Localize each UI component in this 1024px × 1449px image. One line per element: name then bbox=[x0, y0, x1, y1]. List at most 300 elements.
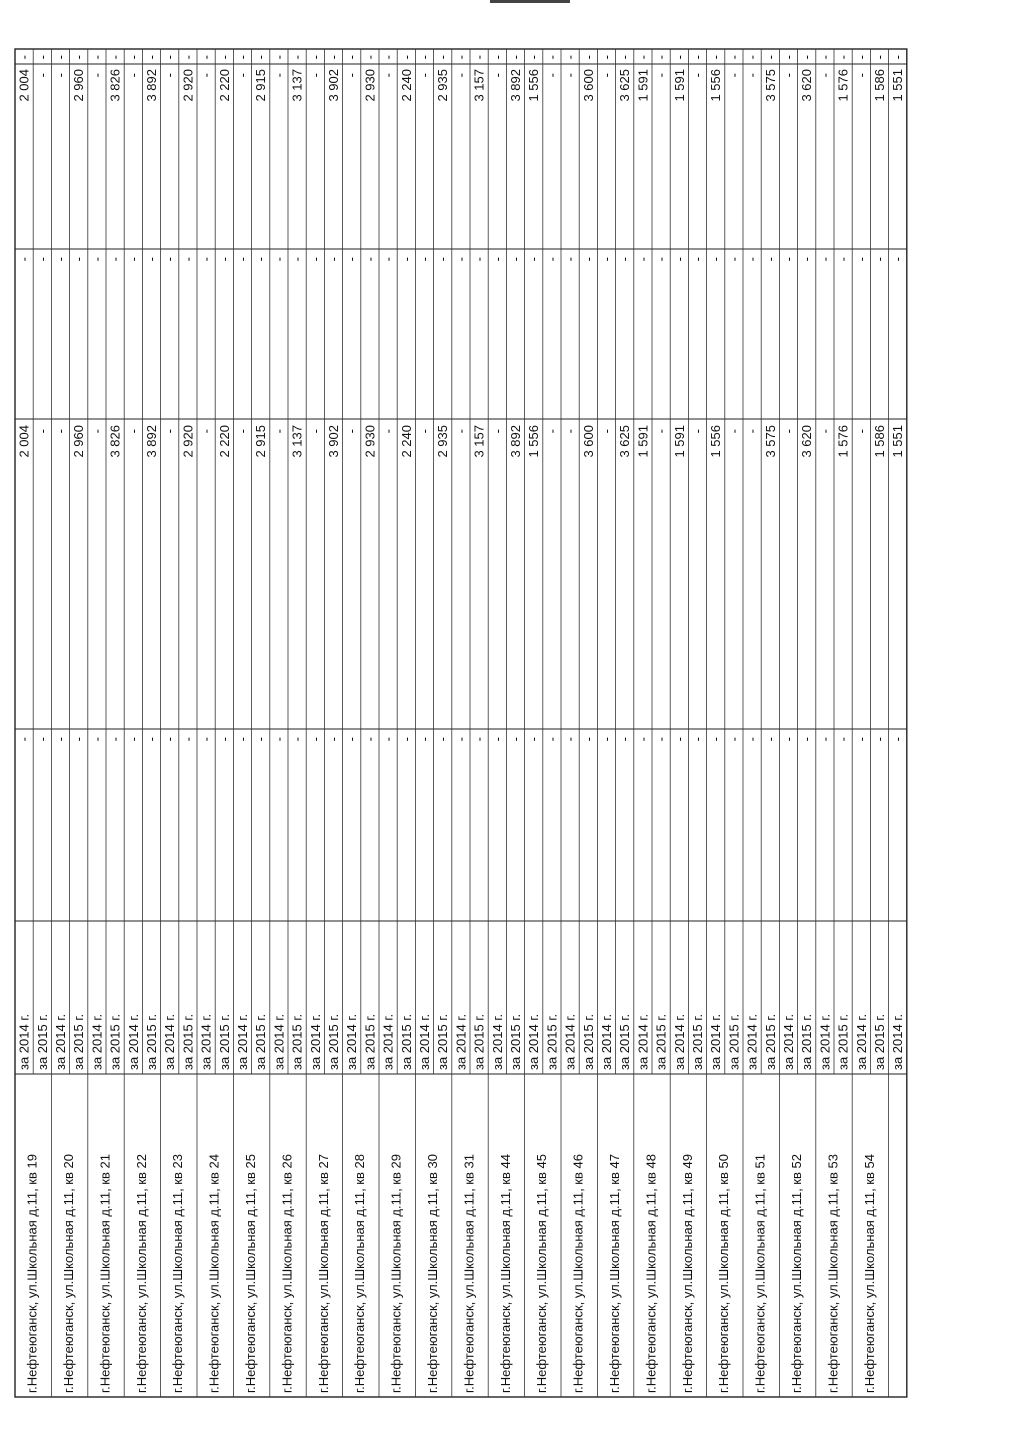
value-cell-c3: - bbox=[671, 257, 687, 262]
value-cell-c5: - bbox=[107, 55, 123, 60]
value-cell-c4: 3 157 bbox=[471, 69, 487, 102]
value-cell-c1: - bbox=[453, 737, 469, 742]
value-cell-c5: - bbox=[526, 55, 542, 60]
value-cell-c5: - bbox=[471, 55, 487, 60]
value-cell-c3: - bbox=[690, 257, 705, 262]
address-cell: г.Нефтеюганск, ул.Школьная д.11, кв 30 bbox=[425, 1154, 440, 1393]
value-cell-c1: - bbox=[599, 737, 614, 742]
value-cell-c1: - bbox=[34, 737, 50, 742]
value-cell-c5: - bbox=[71, 55, 87, 60]
value-cell-c4: - bbox=[417, 73, 432, 78]
value-cell-c4: - bbox=[690, 73, 705, 78]
period-cell: за 2015 г. bbox=[216, 1013, 232, 1070]
address-cell: г.Нефтеюганск, ул.Школьная д.11, кв 52 bbox=[789, 1154, 804, 1393]
value-cell-c4: - bbox=[53, 73, 68, 78]
value-cell-c5: - bbox=[198, 55, 214, 60]
period-cell: за 2014 г. bbox=[380, 1013, 396, 1070]
value-cell-c2: - bbox=[235, 429, 250, 434]
period-cell: за 2015 г. bbox=[362, 1013, 378, 1070]
value-cell-c3: - bbox=[125, 257, 141, 262]
period-cell: за 2015 г. bbox=[107, 1013, 123, 1070]
value-cell-c1: - bbox=[71, 737, 87, 742]
value-cell-c5: - bbox=[326, 55, 341, 60]
value-cell-c4: 3 575 bbox=[762, 69, 778, 102]
value-cell-c3: - bbox=[71, 257, 87, 262]
value-cell-c2: 3 892 bbox=[508, 425, 523, 458]
value-cell-c4: - bbox=[489, 73, 505, 78]
value-cell-c1: - bbox=[726, 737, 742, 742]
value-cell-c1: - bbox=[271, 737, 287, 742]
value-cell-c4: - bbox=[307, 73, 323, 78]
value-cell-c3: - bbox=[453, 257, 469, 262]
value-cell-c4: 1 591 bbox=[635, 69, 651, 102]
value-cell-c1: - bbox=[708, 737, 724, 742]
value-cell-c2: - bbox=[307, 429, 323, 434]
value-cell-c5: - bbox=[726, 55, 742, 60]
value-cell-c2: 1 551 bbox=[890, 425, 906, 458]
value-cell-c1: - bbox=[344, 737, 360, 742]
value-cell-c2: 3 575 bbox=[762, 425, 778, 458]
address-cell: г.Нефтеюганск, ул.Школьная д.11, кв 54 bbox=[861, 1154, 877, 1393]
value-cell-c5: - bbox=[289, 55, 305, 60]
value-cell-c4: - bbox=[744, 73, 760, 78]
value-cell-c3: - bbox=[198, 257, 214, 262]
period-cell: за 2014 г. bbox=[489, 1013, 505, 1070]
value-cell-c1: - bbox=[580, 737, 596, 742]
value-cell-c3: - bbox=[489, 257, 505, 262]
period-cell: за 2014 г. bbox=[271, 1013, 287, 1070]
period-cell: за 2015 г. bbox=[34, 1013, 50, 1070]
value-cell-c3: - bbox=[471, 257, 487, 262]
value-cell-c3: - bbox=[107, 257, 123, 262]
period-cell: за 2015 г. bbox=[144, 1013, 159, 1070]
value-cell-c1: - bbox=[326, 737, 341, 742]
address-cell: г.Нефтеюганск, ул.Школьная д.11, кв 46 bbox=[570, 1154, 586, 1393]
value-cell-c4: - bbox=[817, 73, 833, 78]
period-cell: за 2014 г. bbox=[526, 1013, 542, 1070]
value-cell-c1: - bbox=[562, 737, 578, 742]
value-cell-c3: - bbox=[216, 257, 232, 262]
value-cell-c4: - bbox=[125, 73, 141, 78]
value-cell-c5: - bbox=[362, 55, 378, 60]
value-cell-c3: - bbox=[16, 257, 32, 262]
value-cell-c4: - bbox=[380, 73, 396, 78]
period-cell: за 2015 г. bbox=[872, 1013, 887, 1070]
address-cell: г.Нефтеюганск, ул.Школьная д.11, кв 22 bbox=[133, 1154, 149, 1393]
value-cell-c3: - bbox=[853, 257, 869, 262]
value-cell-c2: 2 915 bbox=[253, 425, 269, 458]
address-cell: г.Нефтеюганск, ул.Школьная д.11, кв 20 bbox=[61, 1154, 76, 1393]
value-cell-c4: - bbox=[653, 73, 669, 78]
period-cell: за 2015 г. bbox=[180, 1013, 196, 1070]
value-cell-c1: - bbox=[307, 737, 323, 742]
value-cell-c5: - bbox=[890, 55, 906, 60]
address-cell: г.Нефтеюганск, ул.Школьная д.11, кв 24 bbox=[206, 1154, 222, 1393]
value-cell-c5: - bbox=[599, 55, 614, 60]
value-cell-c2: - bbox=[53, 429, 68, 434]
address-cell: г.Нефтеюганск, ул.Школьная д.11, кв 26 bbox=[279, 1154, 295, 1393]
value-cell-c5: - bbox=[125, 55, 141, 60]
period-cell: за 2015 г. bbox=[617, 1013, 633, 1070]
value-cell-c1: - bbox=[799, 737, 815, 742]
value-cell-c1: - bbox=[635, 737, 651, 742]
value-cell-c3: - bbox=[435, 257, 451, 262]
value-cell-c4: 1 551 bbox=[890, 69, 906, 102]
address-cell: г.Нефтеюганск, ул.Школьная д.11, кв 25 bbox=[243, 1154, 258, 1393]
value-cell-c5: - bbox=[781, 55, 796, 60]
value-cell-c4: 3 625 bbox=[617, 69, 633, 102]
value-cell-c2: 3 902 bbox=[326, 425, 341, 458]
period-cell: за 2014 г. bbox=[453, 1013, 469, 1070]
value-cell-c1: - bbox=[362, 737, 378, 742]
value-cell-c2: - bbox=[726, 429, 742, 434]
value-cell-c3: - bbox=[599, 257, 614, 262]
value-cell-c3: - bbox=[872, 257, 887, 262]
period-cell: за 2015 г. bbox=[799, 1013, 815, 1070]
value-cell-c3: - bbox=[89, 257, 105, 262]
period-cell: за 2014 г. bbox=[853, 1013, 869, 1070]
value-cell-c2: - bbox=[198, 429, 214, 434]
period-cell: за 2014 г. bbox=[781, 1013, 796, 1070]
value-cell-c3: - bbox=[508, 257, 523, 262]
value-cell-c4: 3 892 bbox=[508, 69, 523, 102]
value-cell-c5: - bbox=[144, 55, 159, 60]
value-cell-c4: 3 137 bbox=[289, 69, 305, 102]
value-cell-c3: - bbox=[726, 257, 742, 262]
value-cell-c1: - bbox=[744, 737, 760, 742]
value-cell-c2: - bbox=[853, 429, 869, 434]
value-cell-c2: - bbox=[162, 429, 178, 434]
value-cell-c5: - bbox=[617, 55, 633, 60]
value-cell-c1: - bbox=[853, 737, 869, 742]
value-cell-c2: 3 600 bbox=[580, 425, 596, 458]
value-cell-c4: 3 600 bbox=[580, 69, 596, 102]
value-cell-c5: - bbox=[435, 55, 451, 60]
value-cell-c4: 1 586 bbox=[872, 69, 887, 102]
value-cell-c1: - bbox=[690, 737, 705, 742]
address-cell: г.Нефтеюганск, ул.Школьная д.11, кв 51 bbox=[752, 1154, 768, 1393]
value-cell-c4: 2 915 bbox=[253, 69, 269, 102]
value-cell-c5: - bbox=[162, 55, 178, 60]
value-cell-c5: - bbox=[635, 55, 651, 60]
value-cell-c1: - bbox=[471, 737, 487, 742]
value-cell-c2: 3 625 bbox=[617, 425, 633, 458]
period-cell: за 2014 г. bbox=[162, 1013, 178, 1070]
value-cell-c5: - bbox=[489, 55, 505, 60]
value-cell-c4: 3 826 bbox=[107, 69, 123, 102]
value-cell-c3: - bbox=[417, 257, 432, 262]
value-cell-c2: 2 930 bbox=[362, 425, 378, 458]
period-cell: за 2014 г. bbox=[125, 1013, 141, 1070]
address-cell: г.Нефтеюганск, ул.Школьная д.11, кв 53 bbox=[825, 1154, 841, 1393]
value-cell-c2: 2 935 bbox=[435, 425, 451, 458]
value-cell-c3: - bbox=[162, 257, 178, 262]
value-cell-c4: 3 620 bbox=[799, 69, 815, 102]
value-cell-c1: - bbox=[617, 737, 633, 742]
value-cell-c4: - bbox=[271, 73, 287, 78]
value-cell-c4: 1 556 bbox=[526, 69, 542, 102]
address-cell: г.Нефтеюганск, ул.Школьная д.11, кв 27 bbox=[315, 1154, 331, 1393]
value-cell-c2: - bbox=[562, 429, 578, 434]
value-cell-c3: - bbox=[362, 257, 378, 262]
value-cell-c4: 2 240 bbox=[398, 69, 414, 102]
value-cell-c2: 1 576 bbox=[835, 425, 851, 458]
value-cell-c4: - bbox=[344, 73, 360, 78]
value-cell-c2: - bbox=[817, 429, 833, 434]
period-cell: за 2015 г. bbox=[726, 1013, 742, 1070]
value-cell-c4: - bbox=[89, 73, 105, 78]
value-cell-c5: - bbox=[744, 55, 760, 60]
value-cell-c3: - bbox=[562, 257, 578, 262]
value-cell-c4: 1 576 bbox=[835, 69, 851, 102]
value-cell-c3: - bbox=[253, 257, 269, 262]
value-cell-c2: 2 004 bbox=[16, 425, 32, 458]
value-cell-c4: - bbox=[781, 73, 796, 78]
address-cell: г.Нефтеюганск, ул.Школьная д.11, кв 49 bbox=[679, 1154, 695, 1393]
value-cell-c5: - bbox=[53, 55, 68, 60]
value-cell-c1: - bbox=[489, 737, 505, 742]
value-cell-c1: - bbox=[508, 737, 523, 742]
value-cell-c5: - bbox=[417, 55, 432, 60]
value-cell-c5: - bbox=[253, 55, 269, 60]
value-cell-c3: - bbox=[235, 257, 250, 262]
period-cell: за 2014 г. bbox=[562, 1013, 578, 1070]
address-cell: г.Нефтеюганск, ул.Школьная д.11, кв 31 bbox=[461, 1154, 477, 1393]
value-cell-c3: - bbox=[34, 257, 50, 262]
value-cell-c1: - bbox=[216, 737, 232, 742]
period-cell: за 2014 г. bbox=[89, 1013, 105, 1070]
value-cell-c2: - bbox=[380, 429, 396, 434]
address-cell: г.Нефтеюганск, ул.Школьная д.11, кв 23 bbox=[170, 1154, 186, 1393]
value-cell-c2: 1 591 bbox=[671, 425, 687, 458]
value-cell-c3: - bbox=[835, 257, 851, 262]
value-cell-c2: 3 620 bbox=[799, 425, 815, 458]
value-cell-c2: 1 556 bbox=[708, 425, 724, 458]
value-cell-c1: - bbox=[653, 737, 669, 742]
address-cell: г.Нефтеюганск, ул.Школьная д.11, кв 19 bbox=[24, 1154, 40, 1393]
period-cell: за 2014 г. bbox=[708, 1013, 724, 1070]
period-cell: за 2014 г. bbox=[417, 1013, 432, 1070]
value-cell-c1: - bbox=[16, 737, 32, 742]
value-cell-c3: - bbox=[271, 257, 287, 262]
value-cell-c3: - bbox=[53, 257, 68, 262]
period-cell: за 2014 г. bbox=[890, 1013, 906, 1070]
value-cell-c3: - bbox=[890, 257, 906, 262]
period-cell: за 2014 г. bbox=[198, 1013, 214, 1070]
value-cell-c4: - bbox=[726, 73, 742, 78]
value-cell-c5: - bbox=[580, 55, 596, 60]
period-cell: за 2014 г. bbox=[817, 1013, 833, 1070]
value-cell-c3: - bbox=[326, 257, 341, 262]
period-cell: за 2014 г. bbox=[671, 1013, 687, 1070]
value-cell-c4: 2 960 bbox=[71, 69, 87, 102]
value-cell-c4: - bbox=[453, 73, 469, 78]
value-cell-c5: - bbox=[344, 55, 360, 60]
value-cell-c1: - bbox=[198, 737, 214, 742]
value-cell-c5: - bbox=[853, 55, 869, 60]
period-cell: за 2015 г. bbox=[544, 1013, 560, 1070]
address-cell: г.Нефтеюганск, ул.Школьная д.11, кв 21 bbox=[97, 1154, 113, 1393]
value-cell-c3: - bbox=[817, 257, 833, 262]
value-cell-c2: 1 591 bbox=[635, 425, 651, 458]
value-cell-c1: - bbox=[835, 737, 851, 742]
value-cell-c3: - bbox=[544, 257, 560, 262]
value-cell-c2: 1 556 bbox=[526, 425, 542, 458]
value-cell-c1: - bbox=[544, 737, 560, 742]
period-cell: за 2014 г. bbox=[635, 1013, 651, 1070]
value-cell-c5: - bbox=[16, 55, 32, 60]
value-cell-c3: - bbox=[380, 257, 396, 262]
value-cell-c4: - bbox=[235, 73, 250, 78]
value-cell-c1: - bbox=[890, 737, 906, 742]
value-cell-c2: 2 220 bbox=[216, 425, 232, 458]
value-cell-c2: 2 920 bbox=[180, 425, 196, 458]
value-cell-c2: - bbox=[417, 429, 432, 434]
value-cell-c5: - bbox=[653, 55, 669, 60]
period-cell: за 2015 г. bbox=[508, 1013, 523, 1070]
value-cell-c5: - bbox=[835, 55, 851, 60]
value-cell-c5: - bbox=[180, 55, 196, 60]
value-cell-c1: - bbox=[289, 737, 305, 742]
period-cell: за 2014 г. bbox=[307, 1013, 323, 1070]
address-cell: г.Нефтеюганск, ул.Школьная д.11, кв 47 bbox=[607, 1154, 622, 1393]
value-cell-c1: - bbox=[53, 737, 68, 742]
value-cell-c2: - bbox=[599, 429, 614, 434]
value-cell-c5: - bbox=[817, 55, 833, 60]
value-cell-c5: - bbox=[34, 55, 50, 60]
period-cell: за 2014 г. bbox=[16, 1013, 32, 1070]
value-cell-c2: - bbox=[453, 429, 469, 434]
period-cell: за 2015 г. bbox=[435, 1013, 451, 1070]
period-cell: за 2015 г. bbox=[690, 1013, 705, 1070]
value-cell-c1: - bbox=[89, 737, 105, 742]
period-cell: за 2015 г. bbox=[326, 1013, 341, 1070]
value-cell-c1: - bbox=[162, 737, 178, 742]
value-cell-c4: - bbox=[599, 73, 614, 78]
value-cell-c5: - bbox=[398, 55, 414, 60]
value-cell-c3: - bbox=[653, 257, 669, 262]
address-cell: г.Нефтеюганск, ул.Школьная д.11, кв 50 bbox=[716, 1154, 732, 1393]
period-cell: за 2015 г. bbox=[471, 1013, 487, 1070]
value-cell-c4: 3 892 bbox=[144, 69, 159, 102]
value-cell-c5: - bbox=[271, 55, 287, 60]
value-cell-c4: - bbox=[198, 73, 214, 78]
value-cell-c2: - bbox=[34, 429, 50, 434]
value-cell-c3: - bbox=[344, 257, 360, 262]
value-cell-c2: - bbox=[89, 429, 105, 434]
address-cell: г.Нефтеюганск, ул.Школьная д.11, кв 45 bbox=[534, 1154, 550, 1393]
value-cell-c3: - bbox=[580, 257, 596, 262]
value-cell-c3: - bbox=[180, 257, 196, 262]
value-cell-c4: - bbox=[544, 73, 560, 78]
value-cell-c1: - bbox=[781, 737, 796, 742]
value-cell-c4: - bbox=[562, 73, 578, 78]
period-cell: за 2014 г. bbox=[235, 1013, 250, 1070]
value-cell-c3: - bbox=[799, 257, 815, 262]
value-cell-c5: - bbox=[380, 55, 396, 60]
value-cell-c1: - bbox=[817, 737, 833, 742]
period-cell: за 2015 г. bbox=[835, 1013, 851, 1070]
value-cell-c2: - bbox=[653, 429, 669, 434]
value-cell-c3: - bbox=[762, 257, 778, 262]
value-cell-c3: - bbox=[708, 257, 724, 262]
value-cell-c1: - bbox=[235, 737, 250, 742]
value-cell-c2: 3 157 bbox=[471, 425, 487, 458]
value-cell-c1: - bbox=[180, 737, 196, 742]
period-cell: за 2014 г. bbox=[599, 1013, 614, 1070]
value-cell-c4: 3 902 bbox=[326, 69, 341, 102]
period-cell: за 2015 г. bbox=[398, 1013, 414, 1070]
period-cell: за 2015 г. bbox=[71, 1013, 87, 1070]
value-cell-c1: - bbox=[253, 737, 269, 742]
value-cell-c4: 2 920 bbox=[180, 69, 196, 102]
value-cell-c5: - bbox=[453, 55, 469, 60]
value-cell-c1: - bbox=[380, 737, 396, 742]
value-cell-c2: 2 240 bbox=[398, 425, 414, 458]
value-cell-c2: - bbox=[781, 429, 796, 434]
value-cell-c5: - bbox=[307, 55, 323, 60]
period-cell: за 2014 г. bbox=[344, 1013, 360, 1070]
address-cell: г.Нефтеюганск, ул.Школьная д.11, кв 48 bbox=[643, 1154, 659, 1393]
period-cell: за 2015 г. bbox=[762, 1013, 778, 1070]
value-cell-c4: 2 220 bbox=[216, 69, 232, 102]
value-cell-c5: - bbox=[799, 55, 815, 60]
address-cell: г.Нефтеюганск, ул.Школьная д.11, кв 44 bbox=[497, 1154, 513, 1393]
value-cell-c3: - bbox=[307, 257, 323, 262]
value-cell-c5: - bbox=[235, 55, 250, 60]
value-cell-c5: - bbox=[872, 55, 887, 60]
value-cell-c1: - bbox=[417, 737, 432, 742]
value-cell-c5: - bbox=[708, 55, 724, 60]
period-cell: за 2014 г. bbox=[744, 1013, 760, 1070]
value-cell-c5: - bbox=[762, 55, 778, 60]
value-cell-c5: - bbox=[544, 55, 560, 60]
value-cell-c2: 3 892 bbox=[144, 425, 159, 458]
value-cell-c1: - bbox=[398, 737, 414, 742]
value-cell-c3: - bbox=[781, 257, 796, 262]
period-cell: за 2015 г. bbox=[289, 1013, 305, 1070]
value-cell-c4: 1 556 bbox=[708, 69, 724, 102]
period-cell: за 2015 г. bbox=[653, 1013, 669, 1070]
value-cell-c5: - bbox=[690, 55, 705, 60]
address-cell: г.Нефтеюганск, ул.Школьная д.11, кв 28 bbox=[352, 1154, 368, 1393]
value-cell-c2: - bbox=[489, 429, 505, 434]
value-cell-c2: 3 137 bbox=[289, 425, 305, 458]
value-cell-c3: - bbox=[398, 257, 414, 262]
period-cell: за 2015 г. bbox=[580, 1013, 596, 1070]
value-cell-c3: - bbox=[635, 257, 651, 262]
value-cell-c2: 3 826 bbox=[107, 425, 123, 458]
value-cell-c2: - bbox=[125, 429, 141, 434]
value-cell-c1: - bbox=[762, 737, 778, 742]
value-cell-c5: - bbox=[89, 55, 105, 60]
value-cell-c1: - bbox=[435, 737, 451, 742]
value-cell-c5: - bbox=[671, 55, 687, 60]
value-cell-c3: - bbox=[289, 257, 305, 262]
value-cell-c4: - bbox=[162, 73, 178, 78]
period-cell: за 2014 г. bbox=[53, 1013, 68, 1070]
value-cell-c3: - bbox=[144, 257, 159, 262]
value-cell-c1: - bbox=[872, 737, 887, 742]
value-cell-c4: 1 591 bbox=[671, 69, 687, 102]
value-cell-c1: - bbox=[107, 737, 123, 742]
value-cell-c3: - bbox=[744, 257, 760, 262]
value-cell-c2: - bbox=[744, 429, 760, 434]
value-cell-c1: - bbox=[671, 737, 687, 742]
value-cell-c4: 2 004 bbox=[16, 69, 32, 102]
value-cell-c2: 1 586 bbox=[872, 425, 887, 458]
value-cell-c4: 2 935 bbox=[435, 69, 451, 102]
